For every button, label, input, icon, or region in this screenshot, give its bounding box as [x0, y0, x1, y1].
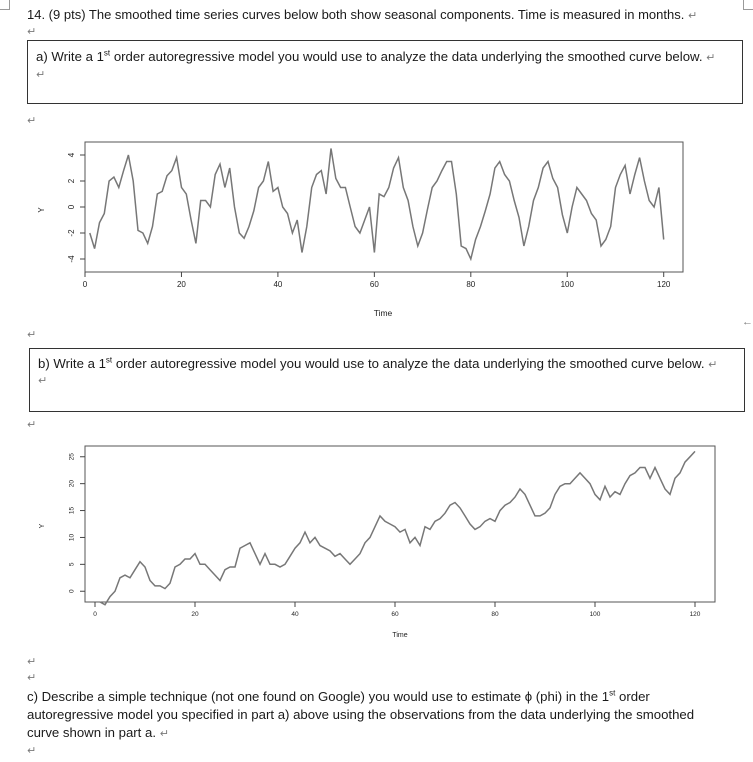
paragraph-mark: ↵ — [27, 115, 37, 127]
y-tick-label: 25 — [68, 453, 76, 461]
part-c-line1-prefix: c) Describe a simple technique (not one found on Google) you would use to estimate ϕ (phi) in the 1 — [27, 689, 610, 704]
y-tick-label: 5 — [68, 562, 76, 567]
x-tick-label: 40 — [273, 280, 283, 289]
x-tick-label: 20 — [176, 280, 186, 289]
part-c-line3-text: curve shown in part a. — [27, 725, 157, 740]
x-tick-label: 100 — [589, 611, 601, 618]
series-line — [100, 451, 695, 604]
paragraph-mark-right: ← — [742, 316, 753, 328]
paragraph-mark: ↵ — [159, 728, 169, 740]
paragraph-mark: ↵ — [27, 26, 37, 38]
paragraph-mark: ↵ — [36, 69, 46, 81]
x-tick-label: 0 — [82, 280, 88, 289]
part-c-line-3 — [27, 725, 169, 740]
paragraph-mark: ↵ — [706, 52, 716, 64]
corner-mark-top-left — [0, 0, 10, 10]
x-axis-label: Time — [392, 632, 408, 639]
x-axis-label: Time — [373, 308, 393, 318]
plot-frame — [85, 446, 715, 602]
x-tick-label: 60 — [391, 611, 399, 618]
chart-part-b — [30, 440, 720, 645]
x-tick-label: 60 — [369, 280, 379, 289]
x-tick-label: 120 — [689, 611, 701, 618]
part-b-sup: st — [105, 355, 113, 365]
part-c-line-1 — [27, 689, 650, 704]
answer-box-part-a[interactable] — [27, 40, 743, 104]
x-tick-label: 100 — [560, 280, 574, 289]
paragraph-mark: ↵ — [27, 672, 37, 684]
y-tick-label: 20 — [68, 480, 76, 488]
paragraph-mark: ↵ — [27, 329, 37, 341]
part-c-line1-suffix: order — [615, 689, 650, 704]
answer-box-part-b[interactable] — [29, 348, 745, 412]
y-tick-label: -2 — [67, 229, 77, 237]
part-c-line-2: autoregressive model you specified in part a) above using the observations from the data underlying the smoothed — [27, 707, 695, 722]
x-tick-label: 80 — [491, 611, 499, 618]
y-tick-label: 0 — [67, 204, 77, 210]
y-tick-label: 2 — [67, 178, 77, 184]
y-tick-label: 10 — [68, 533, 76, 542]
x-tick-label: 0 — [93, 611, 97, 618]
paragraph-mark: ↵ — [27, 419, 37, 431]
part-a-suffix: order autoregressive model you would use to analyze the data underlying the smoothed curve below. — [110, 49, 703, 64]
paragraph-mark: ↵ — [687, 10, 698, 22]
x-tick-label: 120 — [657, 280, 671, 289]
y-tick-label: 4 — [67, 152, 77, 158]
paragraph-mark: ↵ — [38, 375, 48, 387]
chart-part-a — [30, 135, 695, 325]
x-tick-label: 40 — [291, 611, 299, 618]
paragraph-mark: ↵ — [708, 359, 718, 371]
part-a-prompt — [36, 49, 715, 64]
part-c-sup: st — [609, 688, 616, 698]
question-number: 14. (9 pts) — [27, 7, 86, 22]
series-line — [90, 149, 664, 260]
y-tick-label: 15 — [68, 506, 76, 515]
y-axis-label: Y — [39, 523, 46, 529]
question-intro: The smoothed time series curves below both show seasonal components. Time is measured in months. — [88, 7, 685, 22]
part-a-sup: st — [103, 48, 111, 58]
part-b-prefix: b) Write a 1 — [38, 356, 106, 371]
paragraph-mark: ↵ — [27, 745, 37, 757]
part-b-suffix: order autoregressive model you would use to analyze the data underlying the smoothed curve below. — [112, 356, 705, 371]
question-header — [27, 7, 697, 22]
part-b-prompt — [38, 356, 717, 371]
x-tick-label: 20 — [191, 611, 199, 618]
part-a-prefix: a) Write a 1 — [36, 49, 104, 64]
corner-mark-top-right — [743, 0, 753, 10]
y-tick-label: 0 — [68, 589, 76, 594]
paragraph-mark: ↵ — [27, 656, 37, 668]
y-axis-label: Y — [37, 207, 46, 213]
x-tick-label: 80 — [466, 280, 476, 289]
y-tick-label: -4 — [67, 255, 77, 263]
